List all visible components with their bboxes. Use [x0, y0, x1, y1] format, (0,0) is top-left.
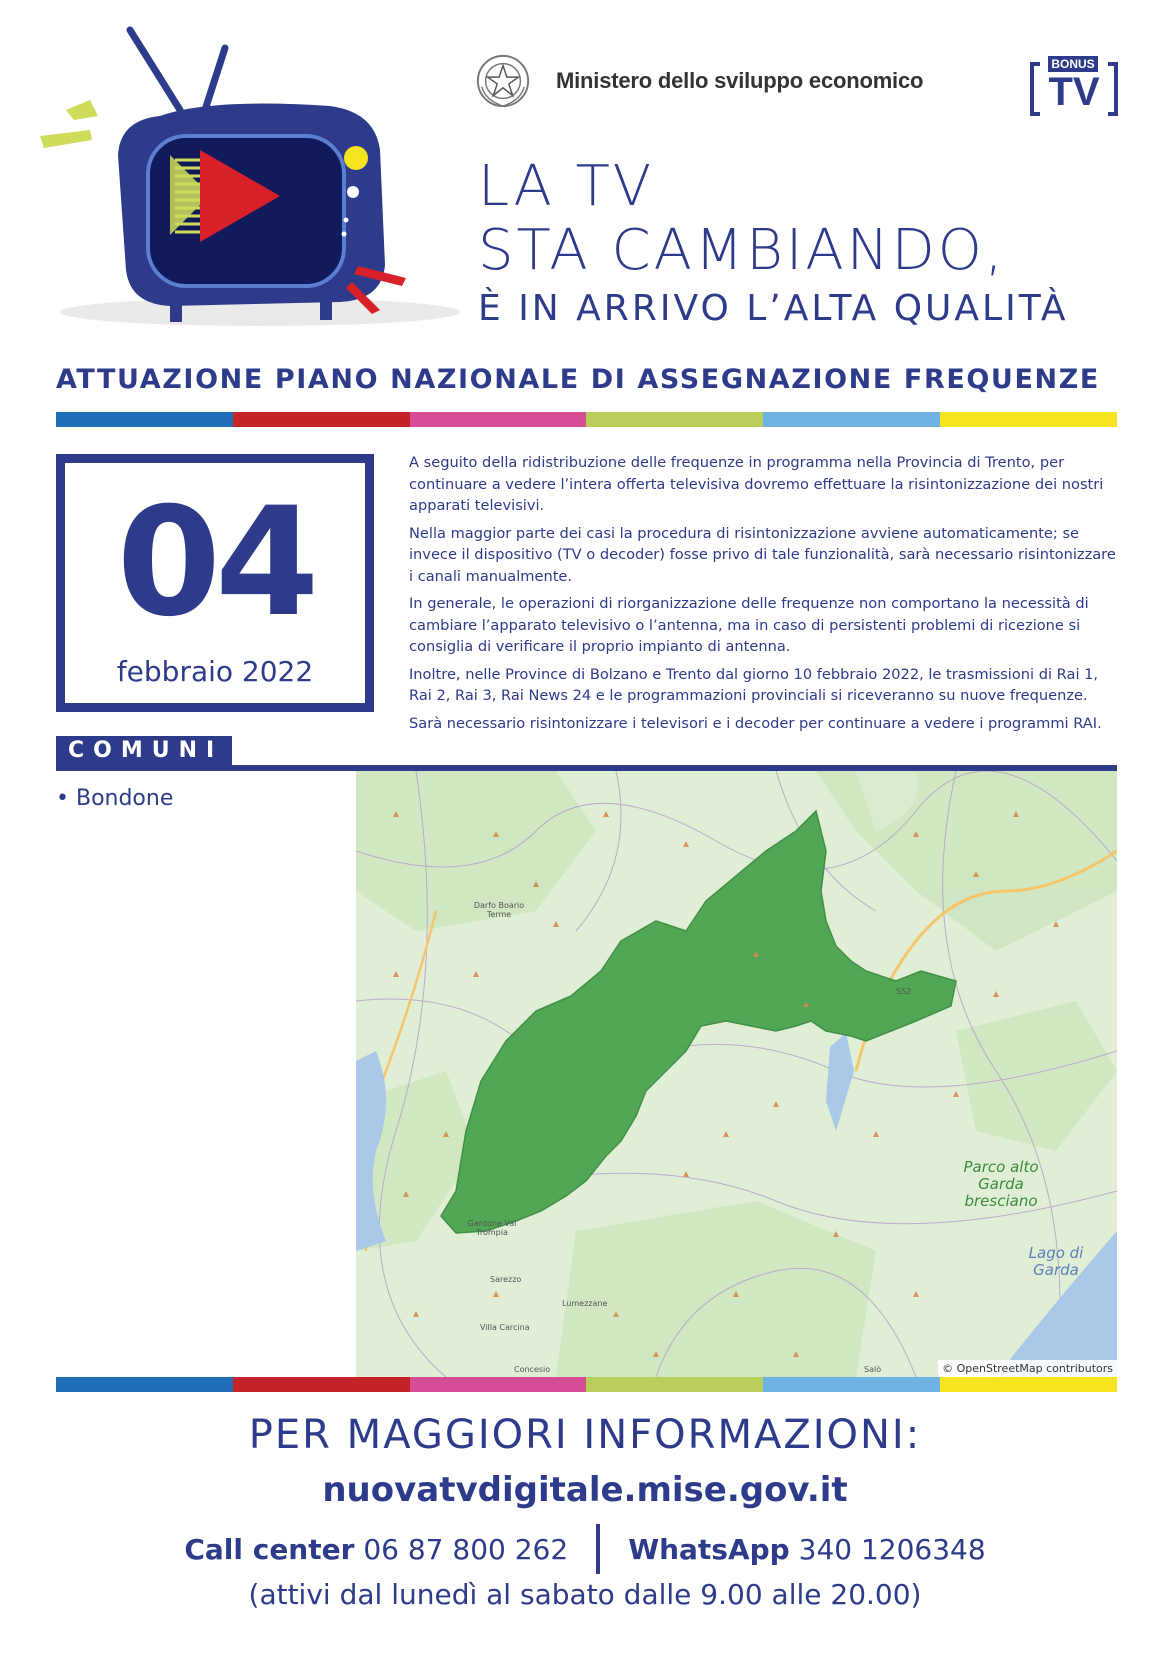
date-day: 04	[116, 476, 314, 650]
contacts-row	[0, 1524, 1170, 1574]
map-label-villa-carcina: Villa Carcina	[480, 1323, 530, 1332]
stripe-segment	[940, 412, 1117, 427]
more-info-heading: PER MAGGIORI INFORMAZIONI:	[248, 1412, 922, 1458]
comuni-list	[56, 786, 173, 811]
whatsapp-label: WhatsApp	[628, 1532, 790, 1566]
ministry-name: Ministero dello sviluppo economico	[556, 68, 924, 93]
bonus-logo-small-text: BONUS	[1048, 56, 1098, 72]
color-stripe-bottom	[56, 1377, 1117, 1392]
info-paragraph-4: Inoltre, nelle Province di Bolzano e Trento dal giorno 10 febbraio 2022, le trasmissioni di Rai 1, Rai 2, Rai 3, Rai News 24 e le programmazioni provinciali si riceveranno su nuove frequenze.	[409, 665, 1099, 704]
info-text	[409, 452, 1119, 740]
map-label-gardone: Gardone Val Trompia	[467, 1219, 517, 1237]
map-label-darfo: Darfo Boario Terme	[473, 901, 525, 919]
call-center[interactable]	[184, 1533, 568, 1566]
ministry-header	[474, 52, 923, 110]
call-center-number: 06 87 800 262	[363, 1532, 569, 1566]
italian-emblem-icon	[474, 52, 532, 110]
headline-line-2: STA CAMBIANDO,	[478, 218, 1006, 283]
stripe-segment	[586, 412, 763, 427]
call-center-label: Call center	[184, 1532, 355, 1566]
website-link[interactable]: nuovatvdigitale.mise.gov.it	[322, 1470, 848, 1510]
info-paragraph-5: Sarà necessario risintonizzare i televisori e i decoder per continuare a vedere i programmi RAI.	[409, 714, 1102, 732]
date-box	[56, 454, 374, 712]
stripe-segment	[763, 412, 940, 427]
headline-line-3: È IN ARRIVO L’ALTA QUALITÀ	[478, 288, 1069, 329]
info-paragraph-2: Nella maggior parte dei casi la procedura di risintonizzazione avviene automaticamente; se invece il dispositivo (TV o decoder) fosse privo di tale funzionalità, sarà necessario risintonizzare i canali manualmente.	[409, 524, 1116, 585]
stripe-segment	[410, 1377, 587, 1392]
map-label-salo: Salò	[864, 1365, 882, 1374]
stripe-segment	[233, 1377, 410, 1392]
info-paragraph-1: A seguito della ridistribuzione delle frequenze in programma nella Provincia di Trento, per continuare a vedere l’intera offerta televisiva dovremo effettuare la risintonizzazione dei nostri apparati televisivi.	[409, 454, 1104, 514]
coverage-map[interactable]	[356, 771, 1117, 1377]
headline-line-1: LA TV	[478, 154, 655, 219]
map-label-park: Parco alto Garda bresciano	[963, 1158, 1039, 1210]
stripe-segment	[586, 1377, 763, 1392]
map-label-lumezzane: Lumezzane	[562, 1299, 608, 1308]
service-hours: (attivi dal lunedì al sabato dalle 9.00 alle 20.00)	[248, 1578, 922, 1611]
map-graphic	[356, 771, 1117, 1377]
bonus-tv-logo	[1030, 56, 1118, 114]
map-label-sarezzo: Sarezzo	[490, 1275, 522, 1284]
info-paragraph-3: In generale, le operazioni di riorganizzazione delle frequenze non comportano la necessità di cambiare l’apparato televisivo o l’antenna, ma in caso di persistenti problemi di ricezione si consiglia di verificare il proprio impianto di antenna.	[409, 595, 1089, 655]
whatsapp[interactable]	[628, 1533, 985, 1566]
whatsapp-number: 340 1206348	[798, 1532, 986, 1566]
map-label-ss2: SS2	[896, 987, 912, 996]
stripe-segment	[410, 412, 587, 427]
stripe-segment	[233, 412, 410, 427]
comuni-heading: COMUNI	[56, 736, 232, 766]
contacts-separator	[596, 1524, 600, 1574]
date-month-year: febbraio 2022	[116, 655, 314, 688]
map-label-concesio: Concesio	[514, 1365, 551, 1374]
map-label-lake: Lago di Garda	[1028, 1244, 1084, 1279]
tv-illustration-icon	[30, 20, 470, 340]
stripe-segment	[56, 412, 233, 427]
stripe-segment	[763, 1377, 940, 1392]
headline	[478, 155, 1158, 333]
stripe-segment	[56, 1377, 233, 1392]
bonus-logo-big-text: TV	[1048, 70, 1100, 114]
stripe-segment	[940, 1377, 1117, 1392]
comune-item: • Bondone	[56, 786, 174, 811]
color-stripe-top	[56, 412, 1117, 427]
subheading: ATTUAZIONE PIANO NAZIONALE DI ASSEGNAZIONE FREQUENZE	[56, 364, 1100, 395]
map-attribution[interactable]: © OpenStreetMap contributors	[938, 1360, 1117, 1377]
